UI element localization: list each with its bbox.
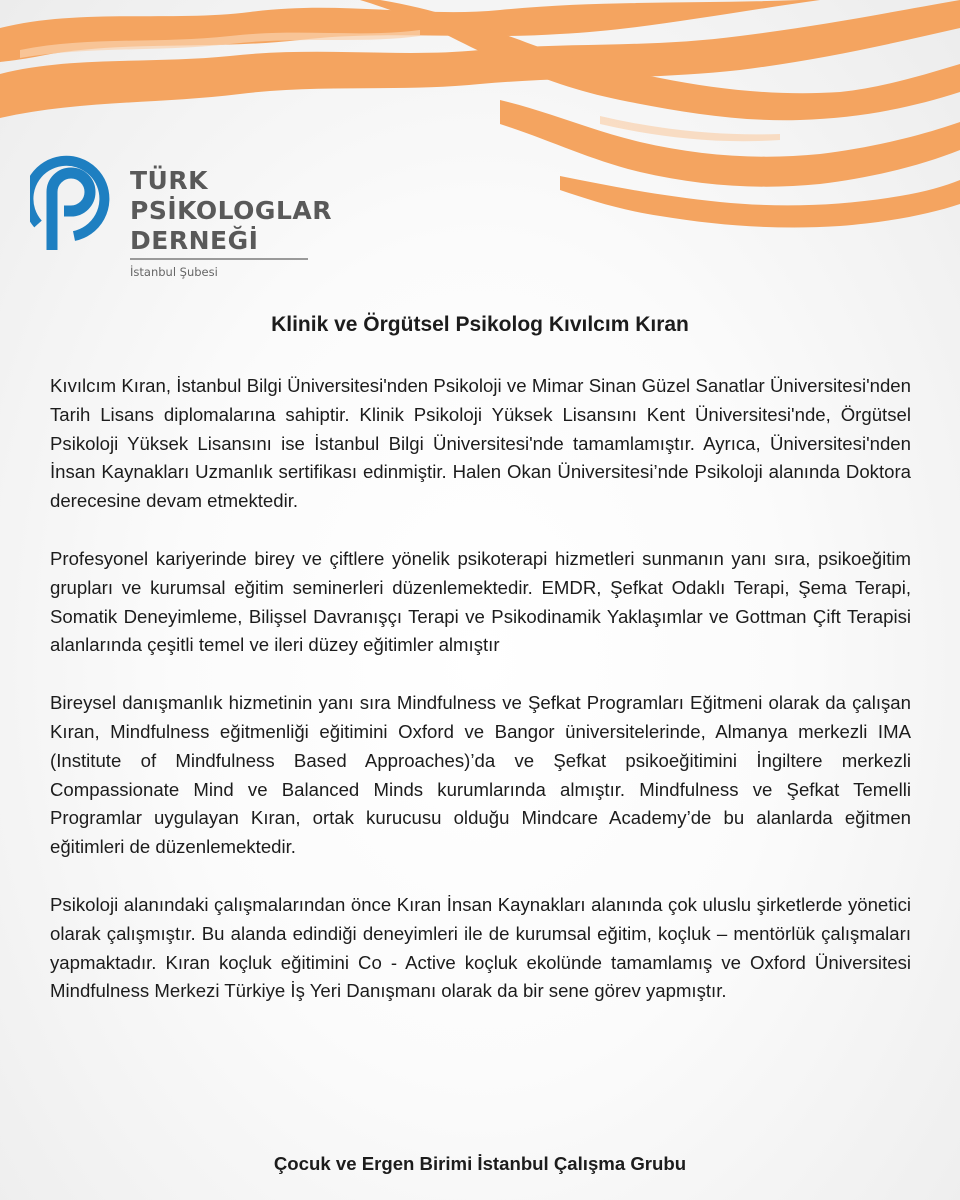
biography-body	[50, 372, 911, 1006]
logo-branch-label: İstanbul Şubesi	[130, 265, 218, 279]
paragraph-career: Profesyonel kariyerinde birey ve çiftlere yönelik psikoterapi hizmetleri sunmanın yanı sıra, psikoeğitim grupları ve kurumsal eğitim seminerleri düzenlemektedir. EMDR, Şefkat Odaklı Terapi, Şema Terapi, Somatik Deneyimleme, Bilişsel Davranışçı Terapi ve Psikodinamik Yaklaşımlar ve Gottman Çift Terapisi alanlarında çeşitli temel ve ileri düzey eğitimler almıştır	[50, 547, 911, 656]
paragraph-hr-experience: Psikoloji alanındaki çalışmalarından önce Kıran İnsan Kaynakları alanında çok uluslu şirketlerde yönetici olarak çalışmıştır. Bu alanda edindiği deneyimleri ile de kurumsal eğitim, koçluk – mentörlük çalışmaları yapmaktadır. Kıran koçluk eğitimini Co - Active koçluk ekolünde tamamlamış ve Oxford Üniversitesi Mindfulness Merkezi Türkiye İş Yeri Danışmanı olarak da bir sene görev yapmıştır.	[50, 893, 911, 1002]
logo-line-1: TÜRK	[130, 166, 208, 195]
logo-divider	[130, 258, 308, 260]
organization-logo	[30, 152, 332, 282]
tpd-p-mark-icon	[30, 152, 112, 252]
page-title: Klinik ve Örgütsel Psikolog Kıvılcım Kıran	[271, 313, 689, 336]
paragraph-education: Kıvılcım Kıran, İstanbul Bilgi Üniversitesi'nden Psikoloji ve Mimar Sinan Güzel Sanatlar Üniversitesi'nden Tarih Lisans diplomalarına sahiptir. Klinik Psikoloji Yüksek Lisansını Kent Üniversitesi'nde, Örgütsel Psikoloji Yüksek Lisansını ise İstanbul Bilgi Üniversitesi'nde tamamlamıştır. Ayrıca, Üniversitesi'nden İnsan Kaynakları Uzmanlık sertifikası edinmiştir. Halen Okan Üniversitesi’nde Psikoloji alanında Doktora derecesine devam etmektedir.	[50, 375, 911, 512]
footer-working-group: Çocuk ve Ergen Birimi İstanbul Çalışma Grubu	[273, 1153, 687, 1174]
logo-wordmark	[130, 166, 332, 256]
logo-line-3: DERNEĞİ	[130, 226, 259, 255]
brush-stroke	[600, 116, 780, 141]
paragraph-mindfulness: Bireysel danışmanlık hizmetinin yanı sıra Mindfulness ve Şefkat Programları Eğitmeni olarak da çalışan Kıran, Mindfulness eğitmenliği eğitimini Oxford ve Bangor üniversitelerinde, Almanya merkezli IMA (Institute of Mindfulness Based Approaches)’da ve Şefkat psikoeğitimini İngiltere merkezli Compassionate Mind ve Balanced Minds kurumlarında almıştır. Mindfulness ve Şefkat Temelli Programlar uygulayan Kıran, ortak kurucusu olduğu Mindcare Academy’de bu alanlarda eğitmen eğitimleri de düzenlemektedir.	[50, 692, 911, 858]
logo-line-2: PSİKOLOGLAR	[130, 196, 332, 225]
